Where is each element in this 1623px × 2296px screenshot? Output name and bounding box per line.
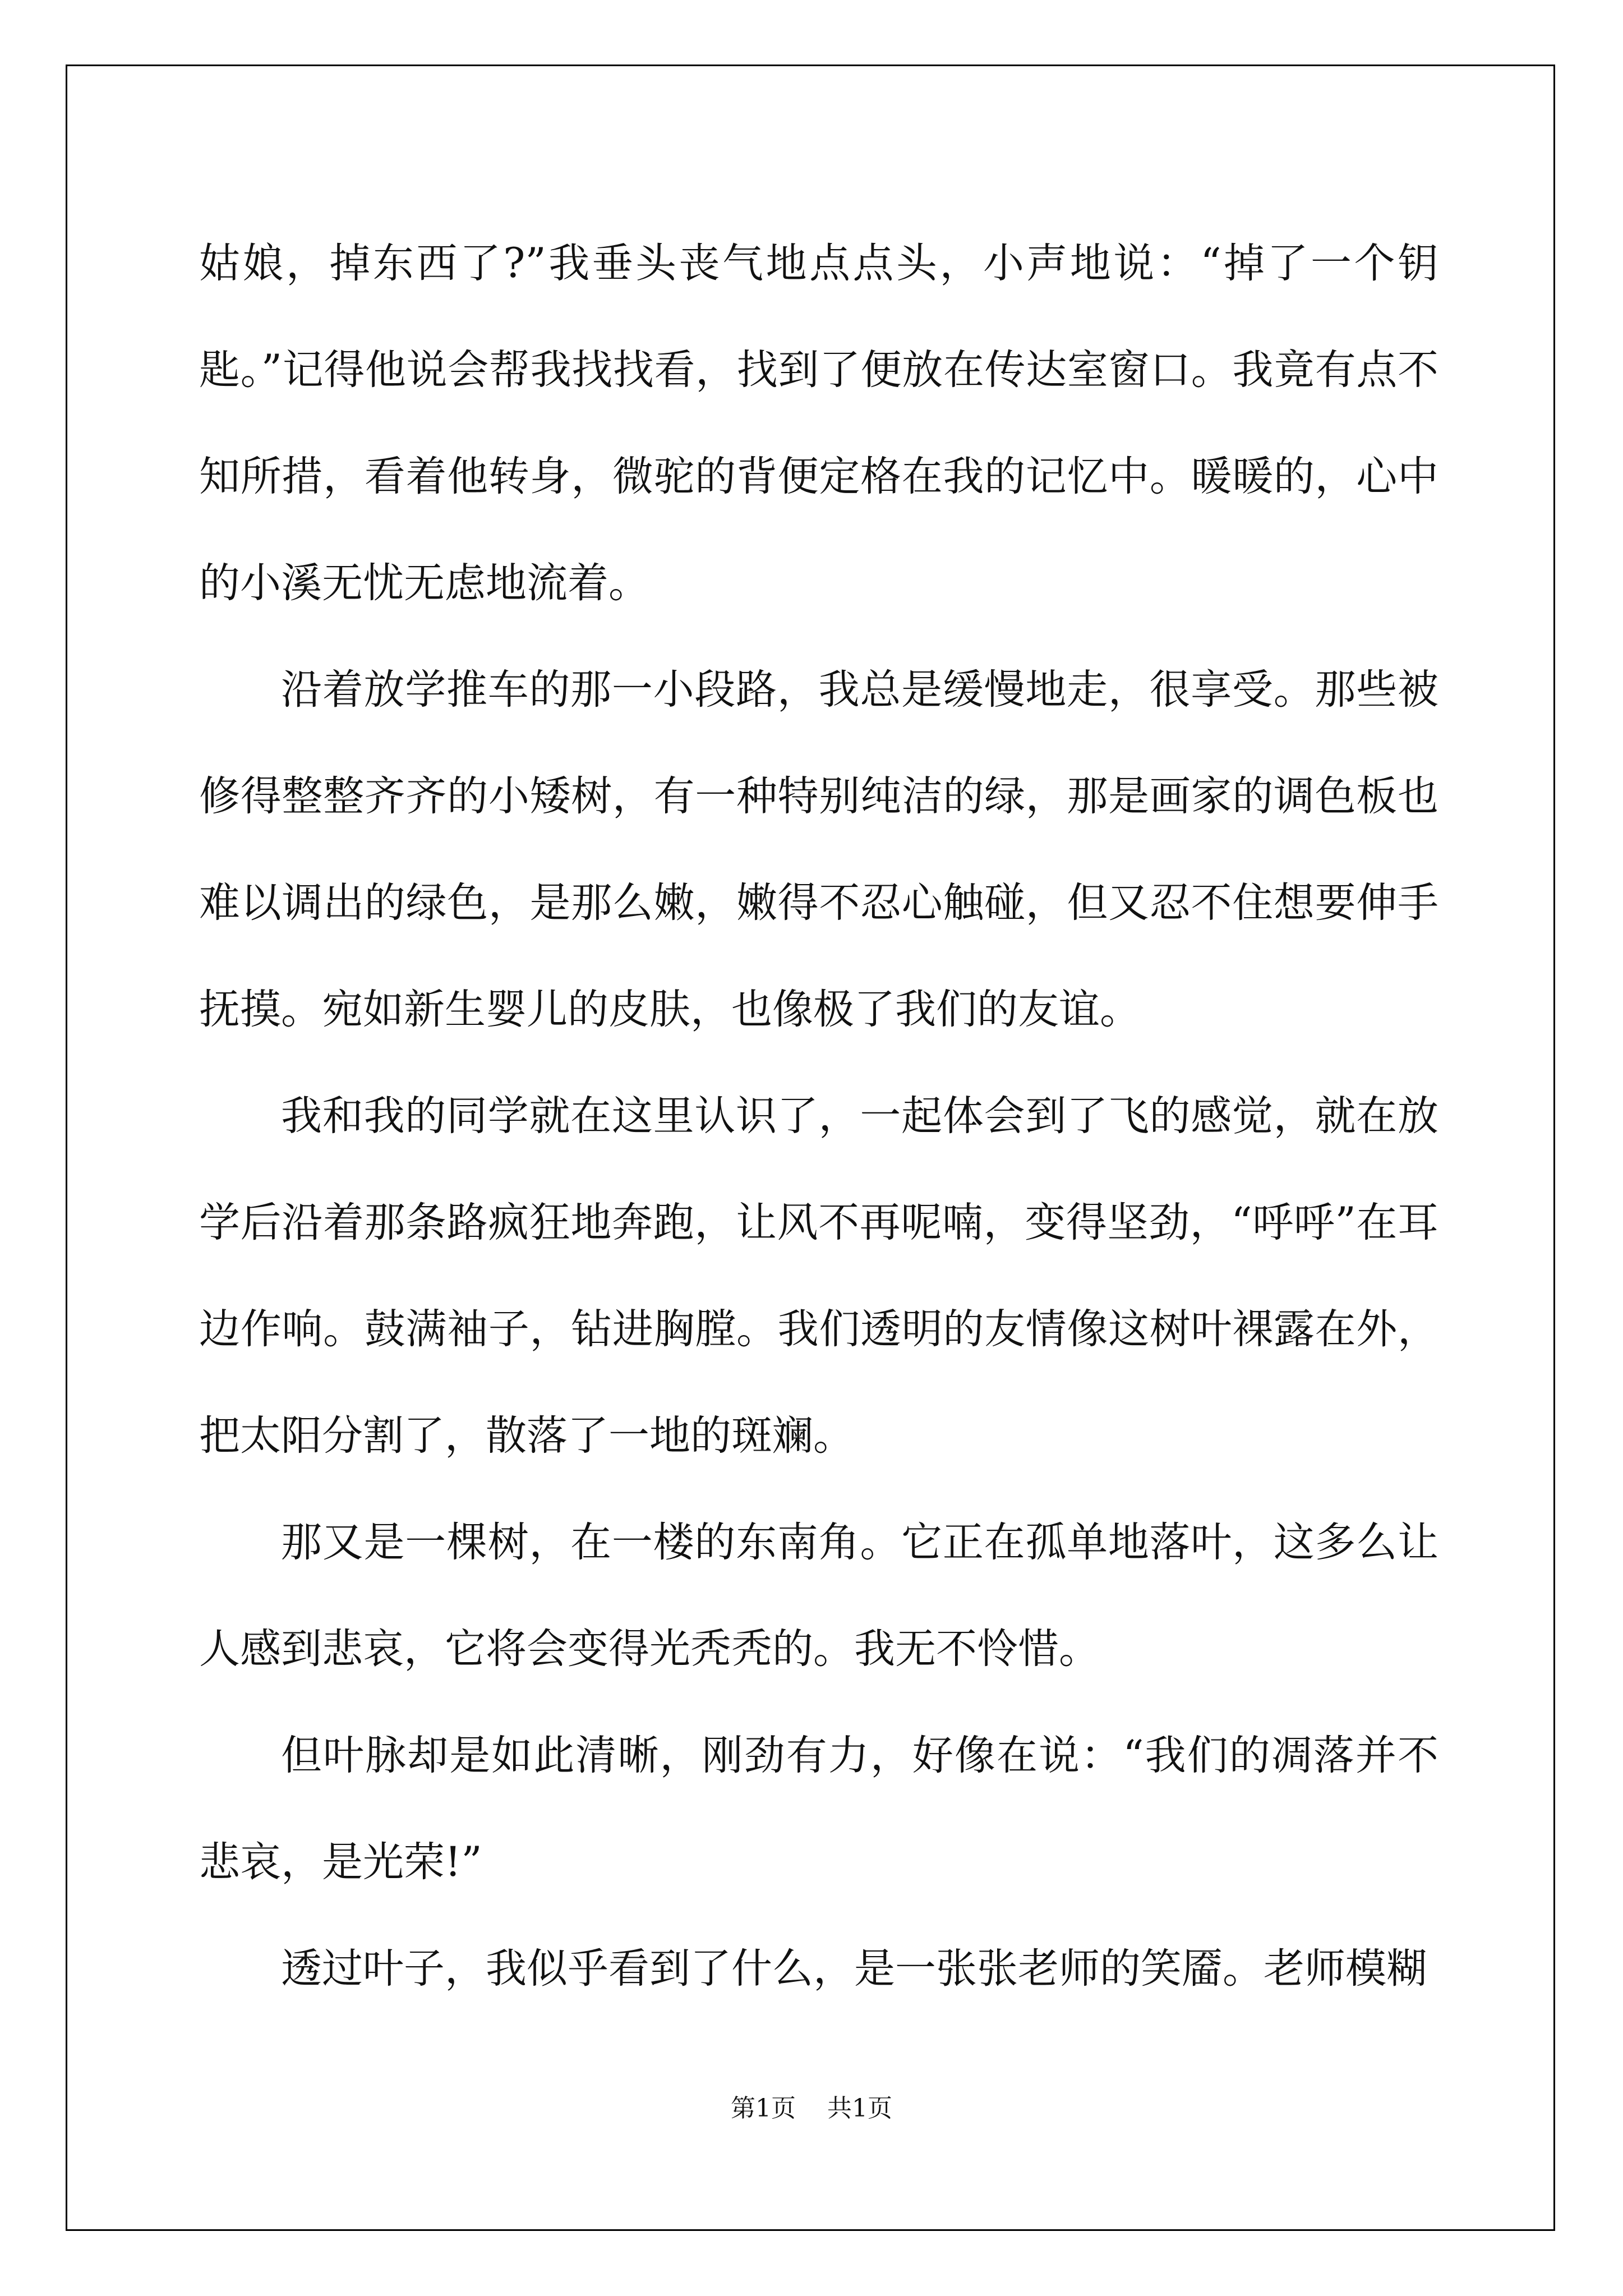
footer-spacer <box>796 2094 827 2123</box>
paragraph-5: 但叶脉却是如此清晰，刚劲有力，好像在说：“我们的凋落并不悲哀，是光荣!” <box>199 1732 1438 1886</box>
page-total: 共1页 <box>827 2094 892 2123</box>
paragraph-6: 透过叶子，我似乎看到了什么，是一张张老师的笑靥。老师模糊 <box>281 1945 1427 1993</box>
page-footer <box>0 2088 1623 2124</box>
document-body <box>199 210 1438 2022</box>
page-number: 第1页 <box>731 2094 796 2123</box>
paragraph-1: 姑娘，掉东西了?”我垂头丧气地点点头，小声地说：“掉了一个钥匙。”记得他说会帮我找找看，找到了便放在传达室窗口。我竟有点不知所措，看着他转身，微驼的背便定格在我的记忆中。暖暖的，心中的小溪无忧无虑地流着。 <box>199 240 1438 607</box>
paragraph-4: 那又是一棵树，在一楼的东南角。它正在孤单地落叶，这多么让人感到悲哀，它将会变得光秃秃的。我无不怜惜。 <box>199 1519 1438 1673</box>
paragraph-3: 我和我的同学就在这里认识了，一起体会到了飞的感觉，就在放学后沿着那条路疯狂地奔跑，让风不再呢喃，变得坚劲，“呼呼”在耳边作响。鼓满袖子，钻进胸膛。我们透明的友情像这树叶裸露在外，把太阳分割了，散落了一地的斑斓。 <box>199 1092 1438 1460</box>
paragraph-2: 沿着放学推车的那一小段路，我总是缓慢地走，很享受。那些被修得整整齐齐的小矮树，有一种特别纯洁的绿，那是画家的调色板也难以调出的绿色，是那么嫩，嫩得不忍心触碰，但又忍不住想要伸手抚摸。宛如新生婴儿的皮肤，也像极了我们的友谊。 <box>199 666 1438 1033</box>
